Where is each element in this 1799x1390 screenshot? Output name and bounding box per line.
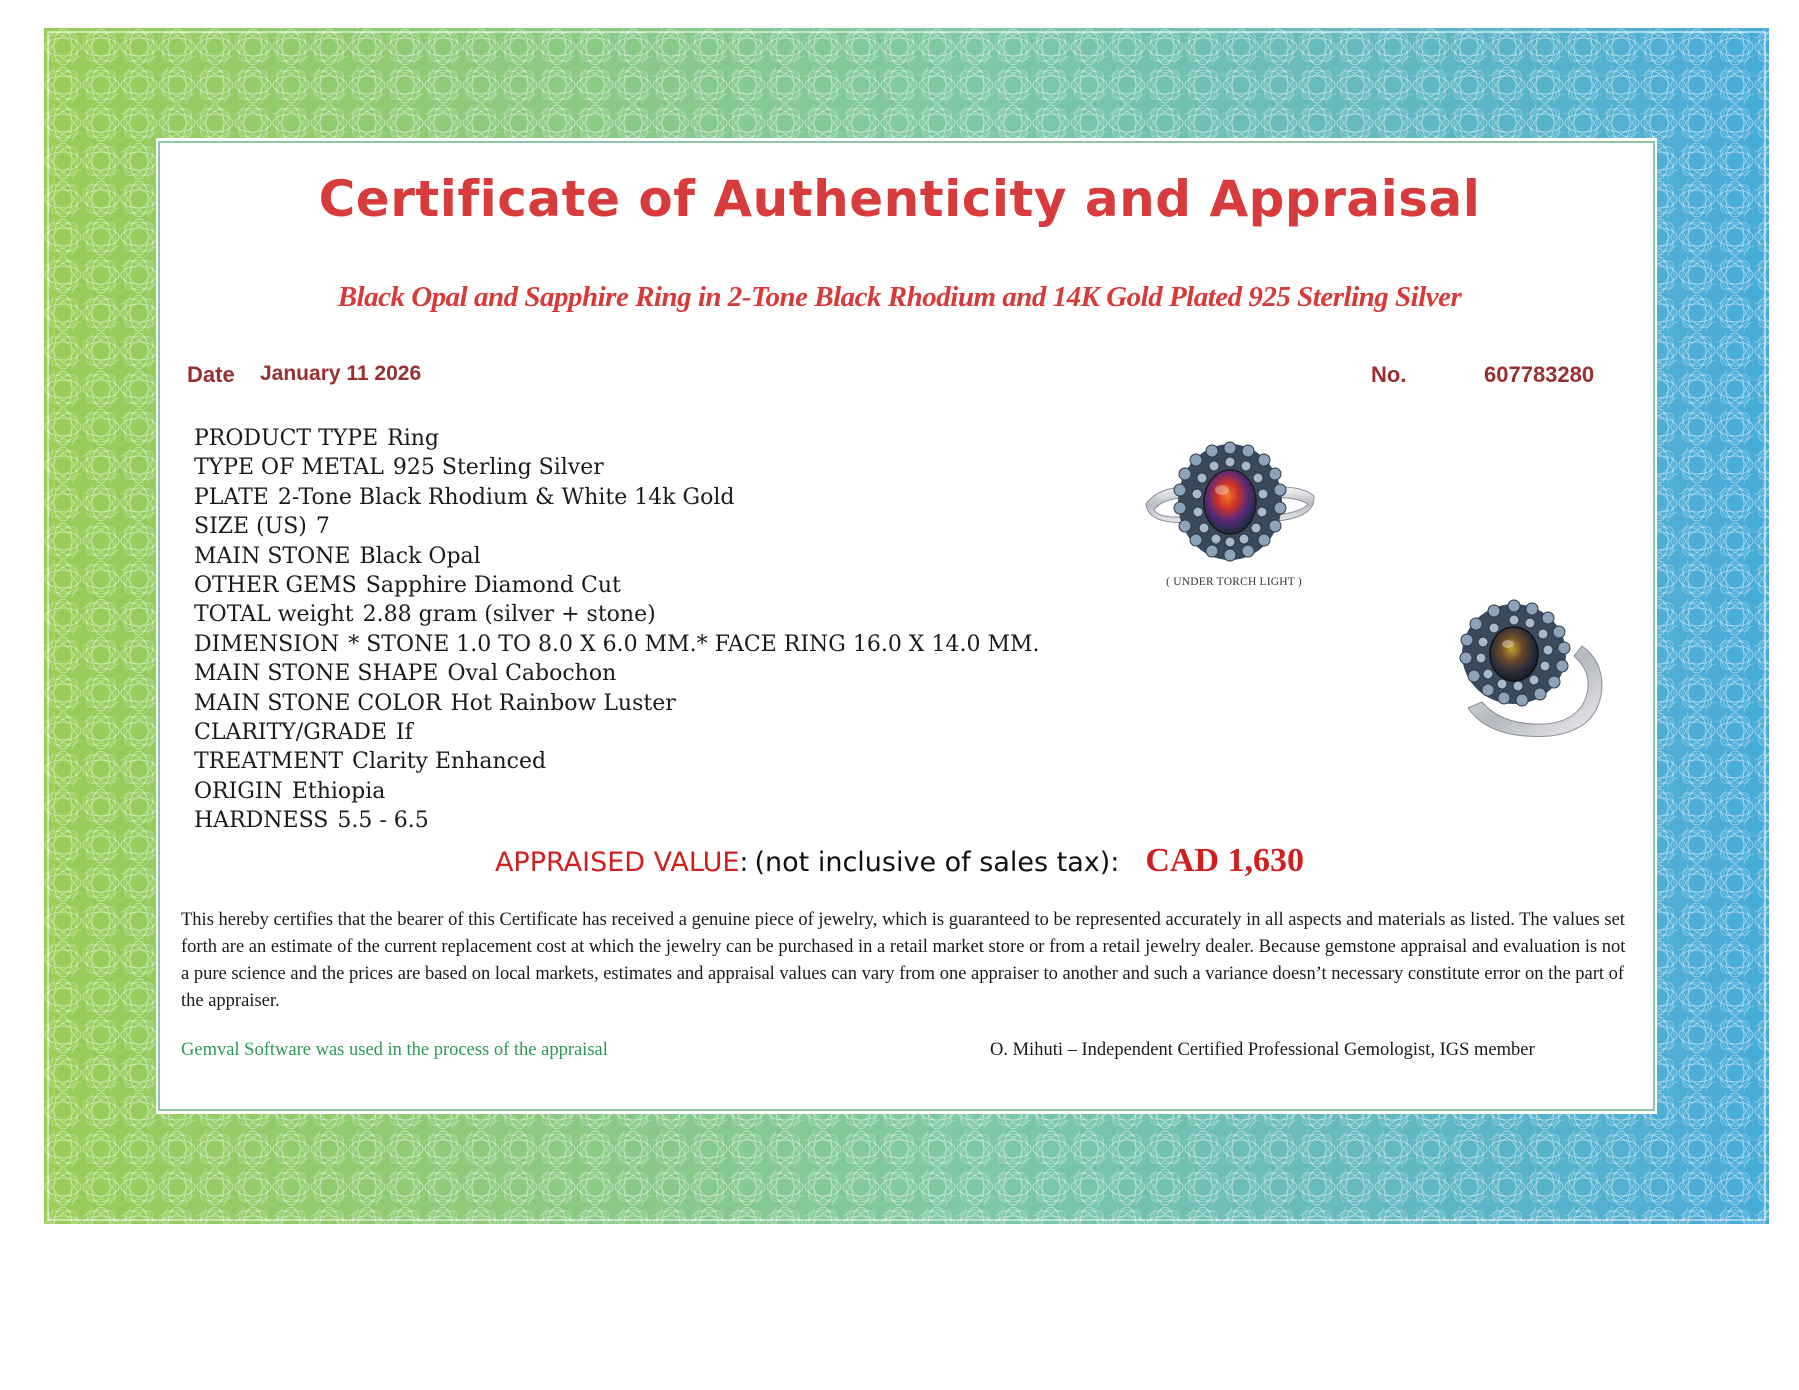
- spec-hardness: [194, 806, 1040, 835]
- spec-main-stone-shape: [194, 659, 1040, 688]
- spec-value: 7: [315, 514, 330, 540]
- spec-value: Black Opal: [359, 543, 481, 569]
- appraised-value-label: APPRAISED VALUE: [494, 847, 740, 878]
- spec-label: PRODUCT TYPE: [194, 426, 379, 451]
- date-label: Date: [187, 362, 235, 387]
- date-value: January 11 2026: [260, 362, 422, 385]
- spec-value: Clarity Enhanced: [352, 749, 547, 775]
- spec-label: MAIN STONE SHAPE: [194, 661, 439, 687]
- ring-photo-top-view: [1140, 438, 1320, 573]
- spec-label: TYPE OF METAL: [194, 455, 384, 481]
- spec-value: Oval Cabochon: [447, 661, 617, 687]
- spec-label: OTHER GEMS: [194, 573, 357, 599]
- software-note: Gemval Software was used in the process of the appraisal: [181, 1040, 608, 1060]
- spec-clarity-grade: [194, 718, 1040, 747]
- spec-list: [194, 424, 1040, 836]
- spec-label: SIZE (US): [194, 514, 307, 540]
- spec-plate: [194, 483, 1040, 512]
- spec-label: DIMENSION: [194, 631, 340, 657]
- spec-label: PLATE: [194, 484, 269, 510]
- appraised-value-note: (not inclusive of sales tax):: [754, 847, 1120, 878]
- spec-value: 5.5 - 6.5: [337, 808, 429, 834]
- certificate-title: Certificate of Authenticity and Appraisal: [318, 170, 1481, 228]
- spec-main-stone: [194, 542, 1040, 571]
- spec-value: Ring: [387, 426, 440, 451]
- torch-light-caption: ( UNDER TORCH LIGHT ): [1166, 576, 1302, 588]
- spec-label: HARDNESS: [194, 808, 329, 834]
- spec-other-gems: [194, 571, 1040, 600]
- certificate-subtitle: Black Opal and Sapphire Ring in 2-Tone Black Rhodium and 14K Gold Plated 925 Sterling Silver: [337, 281, 1462, 313]
- appraised-value-colon: :: [739, 847, 749, 878]
- spec-type-of-metal: [194, 453, 1040, 482]
- number-value: 607783280: [1484, 362, 1595, 387]
- spec-value: If: [395, 720, 413, 746]
- spec-label: ORIGIN: [194, 778, 283, 804]
- spec-value: 2.88 gram (silver + stone): [362, 602, 656, 628]
- spec-value: Sapphire Diamond Cut: [365, 573, 621, 599]
- spec-value: 925 Sterling Silver: [392, 455, 604, 481]
- spec-value: Ethiopia: [291, 778, 386, 804]
- appraised-value-amount: CAD 1,630: [1145, 842, 1305, 879]
- certification-statement: This hereby certifies that the bearer of this Certificate has received a genuine piece of jewelry, which is guaranteed to be represented accurately in all aspects and materials as listed. The values set forth are an estimate of the current replacement cost at which the jewelry can be purchased in a retail market store or from a retail jewelry dealer. Because gemstone appraisal and evaluation is not a pure science and the prices are based on local markets, estimates and appraisal values can vary from one appraiser to another and such a variance doesn’t necessary constitute error on the part of the appraiser.: [181, 910, 1626, 1011]
- spec-size: [194, 512, 1040, 541]
- ring-photo-angled-view: [1450, 590, 1610, 755]
- number-label: No.: [1371, 362, 1407, 387]
- spec-product-type: [194, 424, 1040, 453]
- spec-value: * STONE 1.0 TO 8.0 X 6.0 MM.* FACE RING 16.0 X 14.0 MM.: [348, 631, 1040, 657]
- spec-value: 2-Tone Black Rhodium & White 14k Gold: [277, 484, 735, 510]
- spec-main-stone-color: [194, 689, 1040, 718]
- gemologist-signature-line: O. Mihuti – Independent Certified Professional Gemologist, IGS member: [990, 1040, 1535, 1060]
- spec-label: TREATMENT: [194, 749, 344, 775]
- spec-treatment: [194, 747, 1040, 776]
- spec-label: TOTAL weight: [194, 602, 354, 628]
- appraised-value-line: [0, 842, 1799, 880]
- spec-dimension: [194, 630, 1040, 659]
- spec-origin: [194, 777, 1040, 806]
- spec-label: MAIN STONE COLOR: [194, 690, 442, 716]
- spec-value: Hot Rainbow Luster: [450, 690, 676, 716]
- spec-label: CLARITY/GRADE: [194, 720, 387, 746]
- spec-label: MAIN STONE: [194, 543, 351, 569]
- spec-total-weight: [194, 600, 1040, 629]
